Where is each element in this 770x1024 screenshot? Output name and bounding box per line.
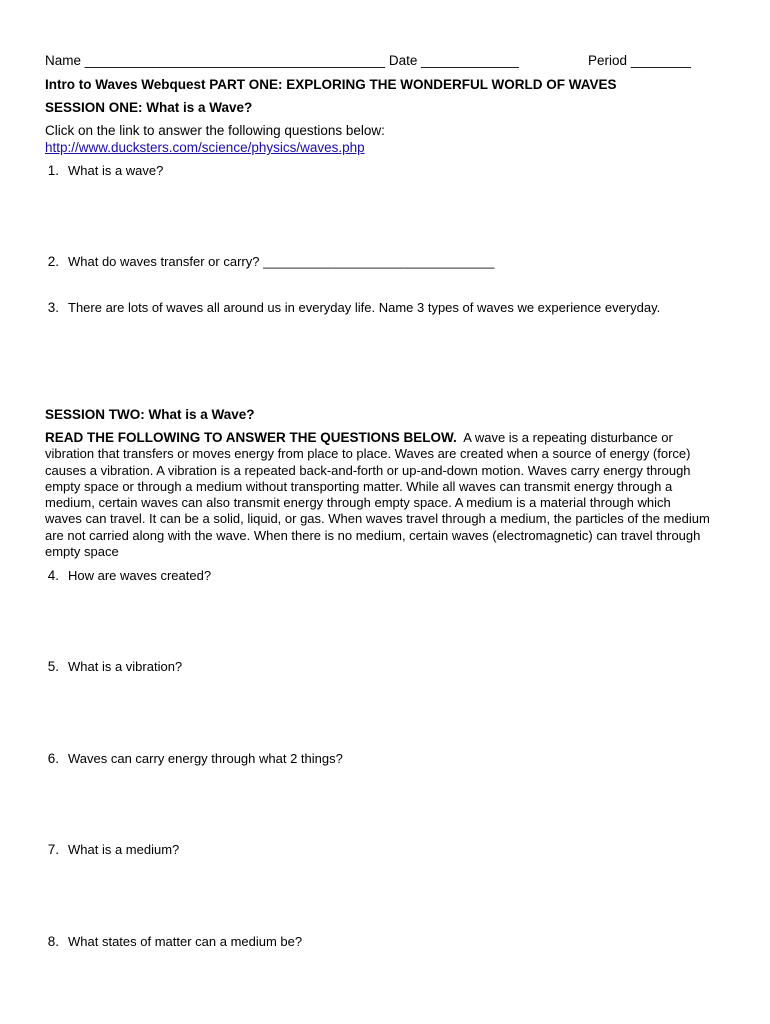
page-title: Intro to Waves Webquest PART ONE: EXPLORING THE WONDERFUL WORLD OF WAVES [45, 77, 617, 92]
question-text: There are lots of waves all around us in everyday life. Name 3 types of waves we experience everyday. [68, 300, 661, 315]
question-number: 4. [47, 568, 59, 583]
name-label: Name [45, 53, 82, 68]
reading-body: A wave is a repeating disturbance or vibration that transfers or moves energy from place to place. Waves are created when a source of energy (force) causes a vibration. A vibration is a repeated back-and-forth or up-and-down motion. Waves carry energy through empty space or through a medium without transporting matter. While all waves can transmit energy through a medium, certain waves can also transmit energy through empty space. A medium is a material through which waves can travel. It can be a solid, liquid, or gas. When waves travel through a medium, the particles of the medium are not carried along with the wave. When there is no medium, certain waves (electromagnetic) can travel through empty space [45, 430, 710, 560]
period-label: Period [588, 53, 628, 68]
date-blank: _____________ [421, 53, 519, 68]
question-number: 7. [47, 842, 59, 857]
question-1 [47, 162, 688, 179]
reading-lead: READ THE FOLLOWING TO ANSWER THE QUESTIONS BELOW. [45, 430, 457, 445]
student-info-line [45, 53, 710, 68]
question-2 [47, 253, 688, 270]
session-one-heading: SESSION ONE: What is a Wave? [45, 100, 253, 115]
question-7 [47, 841, 688, 858]
name-blank: ________________________________________ [84, 53, 386, 68]
question-number: 2. [47, 254, 59, 269]
question-text: What states of matter can a medium be? [68, 934, 303, 949]
session-two-heading: SESSION TWO: What is a Wave? [45, 407, 255, 422]
question-number: 6. [47, 751, 59, 766]
ducksters-link[interactable]: http://www.ducksters.com/science/physics/waves.php [45, 140, 365, 155]
question-text: Waves can carry energy through what 2 things? [68, 751, 343, 766]
reading-passage [45, 430, 710, 560]
question-text: What is a vibration? [68, 659, 183, 674]
question-text: How are waves created? [68, 568, 212, 583]
question-text: What do waves transfer or carry? ________________________________ [68, 254, 495, 269]
question-5 [47, 658, 688, 675]
instruction-text: Click on the link to answer the following questions below: [45, 123, 385, 138]
question-text: What is a medium? [68, 842, 180, 857]
question-4 [47, 567, 688, 584]
question-8 [47, 933, 688, 950]
question-number: 3. [47, 300, 59, 315]
session-one-instructions [45, 122, 385, 156]
period-field [588, 53, 691, 68]
question-text: What is a wave? [68, 163, 164, 178]
period-blank: ________ [630, 53, 691, 68]
question-6 [47, 750, 688, 767]
question-3 [47, 299, 688, 316]
question-number: 1. [47, 163, 59, 178]
question-number: 5. [47, 659, 59, 674]
date-label: Date [388, 53, 418, 68]
question-number: 8. [47, 934, 59, 949]
